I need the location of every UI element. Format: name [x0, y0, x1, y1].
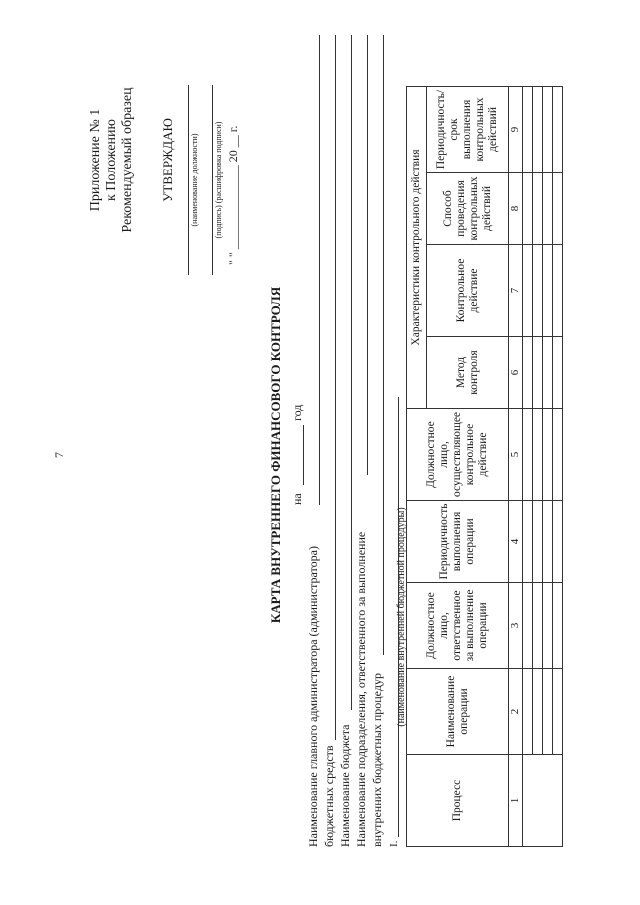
table-cell [533, 501, 543, 583]
control-map-table [406, 86, 563, 847]
column-number: 9 [509, 87, 523, 173]
header-process: Процесс [407, 755, 509, 847]
table-cell [523, 337, 533, 409]
table-cell [533, 669, 543, 755]
header-operation: Наименование операции [407, 669, 509, 755]
procedure-caption: (наименование внутренней бюджетной процедуры) [396, 507, 407, 727]
table-cell [553, 337, 563, 409]
admin-line-1 [319, 35, 320, 505]
column-number: 8 [509, 173, 523, 245]
header-way: Способ проведения контрольных действий [427, 173, 509, 245]
signature-line [212, 85, 213, 275]
table-cell [533, 337, 543, 409]
signature-caption: (подпись) (расшифровка подписи) [214, 121, 223, 239]
table-cell [553, 501, 563, 583]
table-cell [533, 245, 543, 337]
column-number: 2 [509, 669, 523, 755]
table-cell [533, 173, 543, 245]
table-cell [553, 409, 563, 501]
unit-line-1 [367, 35, 368, 475]
appendix-line-1: Приложение № 1 [88, 108, 103, 212]
approval-title: УТВЕРЖДАЮ [160, 118, 175, 202]
unit-label-line2: внутренних бюджетных процедур [370, 673, 384, 847]
admin-label-line2: бюджетных средств [322, 745, 336, 847]
header-deadline: Периодичность/ срок выполнения контрольных действий [427, 87, 509, 173]
table-row [523, 87, 533, 847]
table-cell [543, 337, 553, 409]
document-title: КАРТА ВНУТРЕННЕГО ФИНАНСОВОГО КОНТРОЛЯ [268, 286, 283, 624]
column-number: 7 [509, 245, 523, 337]
period-line [303, 425, 304, 485]
header-responsible: Должностное лицо, ответственное за выполнение операции [407, 583, 509, 669]
period-prefix: на [290, 493, 304, 505]
column-number: 4 [509, 501, 523, 583]
table-cell [523, 501, 533, 583]
header-characteristics: Характеристики контрольного действия [407, 87, 427, 409]
table-cell [543, 87, 553, 173]
unit-line-2 [383, 35, 384, 655]
header-method: Метод контроля [427, 337, 509, 409]
column-numbers-row [509, 87, 523, 847]
table-cell [523, 87, 533, 173]
table-cell [553, 245, 563, 337]
column-number: 3 [509, 583, 523, 669]
table-cell [543, 501, 553, 583]
column-number: 1 [509, 755, 523, 847]
position-line [188, 85, 189, 275]
table-cell [543, 409, 553, 501]
table-row [533, 87, 543, 847]
table-cell [553, 173, 563, 245]
table-cell [543, 583, 553, 669]
appendix-line-2: к Положению [104, 119, 119, 202]
table-row [543, 87, 553, 847]
budget-label: Наименование бюджета [338, 724, 352, 847]
table-cell [553, 583, 563, 669]
item-number: I. [388, 840, 400, 847]
column-number: 6 [509, 337, 523, 409]
table-cell [543, 245, 553, 337]
table-cell [553, 669, 563, 755]
table-cell [533, 409, 543, 501]
approval-date: " " ______________ 20 __ г. [226, 125, 240, 265]
unit-label-line1: Наименование подразделения, ответственного за выполнение [354, 531, 368, 847]
page-number: 7 [52, 452, 66, 458]
table-cell [523, 173, 533, 245]
admin-line-2 [335, 35, 336, 740]
table-cell [553, 87, 563, 173]
table-cell [523, 409, 533, 501]
table-cell [523, 583, 533, 669]
table-cell [523, 245, 533, 337]
header-action: Контрольное действие [427, 245, 509, 337]
table-cell [533, 87, 543, 173]
period-suffix: год [290, 404, 304, 421]
table-cell [543, 173, 553, 245]
table-cell [543, 669, 553, 755]
appendix-line-3: Рекомендуемый образец [120, 87, 135, 233]
column-number: 5 [509, 409, 523, 501]
position-caption: (наименование должности) [190, 133, 199, 227]
table-row [553, 87, 563, 847]
header-controller: Должностное лицо, осуществляющее контрольное действие [407, 409, 509, 501]
table-cell [523, 669, 533, 755]
admin-label-line1: Наименование главного администратора (администратора) [306, 546, 320, 847]
header-periodicity: Периодичность выполнения операции [407, 501, 509, 583]
budget-line [351, 35, 352, 710]
table-cell [533, 583, 543, 669]
process-cell [523, 755, 563, 847]
